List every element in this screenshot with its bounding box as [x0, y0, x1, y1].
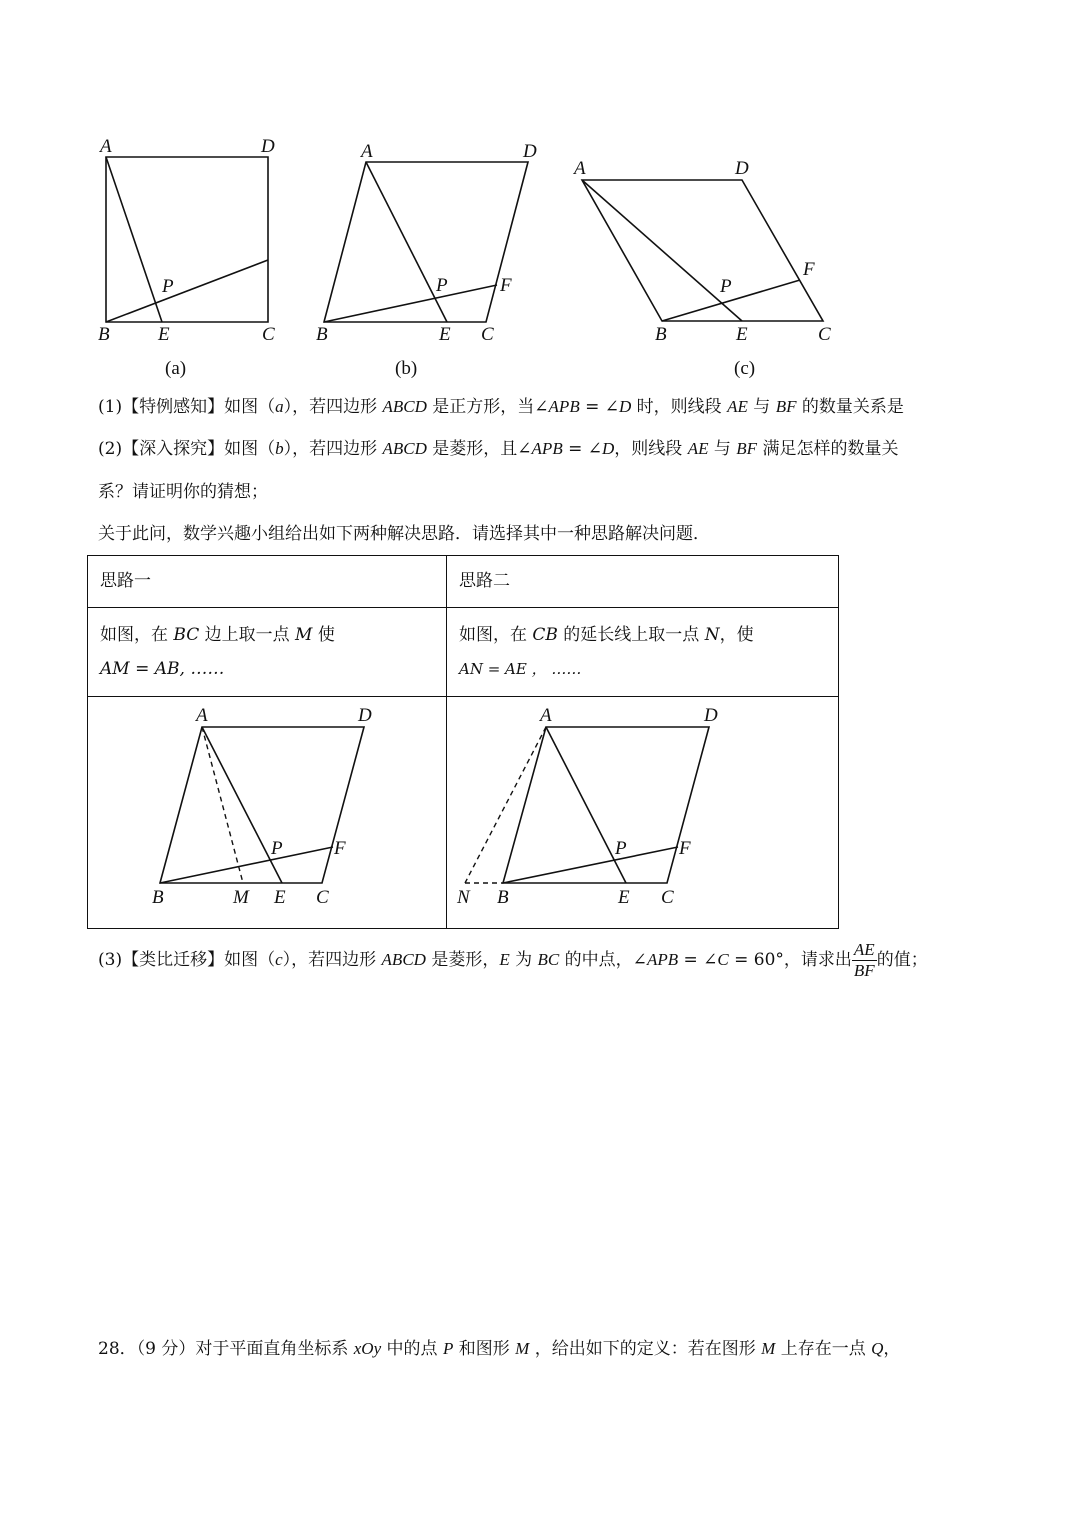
label-a: A — [196, 705, 208, 726]
table-header-cell: 思路一 — [88, 556, 447, 608]
label-e: E — [736, 324, 748, 345]
question-1: (1)【特例感知】如图（a），若四边形 ABCD 是正方形，当∠APB = ∠D 时，则线段 AE 与 BF 的数量关系是 — [98, 397, 904, 417]
label-b: B — [497, 887, 509, 908]
label-f: F — [334, 838, 346, 859]
label-p: P — [436, 275, 448, 296]
label-b: B — [655, 324, 667, 345]
label-e: E — [439, 324, 451, 345]
label-c: C — [481, 324, 494, 345]
question-2-line1: (2)【深入探究】如图（b），若四边形 ABCD 是菱形，且∠APB = ∠D，则线段 AE 与 BF 满足怎样的数量关 — [98, 439, 899, 459]
question-2-line2: 系？请证明你的猜想； — [98, 482, 268, 502]
label-m: M — [233, 887, 249, 908]
label-c: C — [661, 887, 674, 908]
question-2-line3: 关于此问，数学兴趣小组给出如下两种解决思路．请选择其中一种思路解决问题． — [98, 524, 710, 544]
label-c: C — [818, 324, 831, 345]
label-b: B — [98, 324, 110, 345]
figure-caption: (a) — [165, 358, 187, 379]
figure-b — [310, 135, 550, 380]
table-header-cell: 思路二 — [447, 556, 839, 608]
label-p: P — [271, 838, 283, 859]
figure-caption: (b) — [395, 358, 418, 379]
approach-1-figure-cell — [88, 697, 447, 929]
label-b: B — [152, 887, 164, 908]
label-c: C — [316, 887, 329, 908]
label-c: C — [262, 324, 275, 345]
label-p: P — [720, 276, 732, 297]
label-p: P — [615, 838, 627, 859]
label-e: E — [618, 887, 630, 908]
label-a: A — [574, 158, 586, 179]
label-f: F — [803, 259, 815, 280]
figure-a — [90, 130, 290, 380]
label-e: E — [158, 324, 170, 345]
approaches-table — [87, 555, 839, 929]
approach-2-figure-cell — [447, 697, 839, 929]
label-e: E — [274, 887, 286, 908]
label-p: P — [162, 276, 174, 297]
approach-2-text: 如图，在 CB 的延长线上取一点 N，使 AN = AE ， …… — [447, 608, 839, 697]
label-f: F — [679, 838, 691, 859]
question-28: 28．（9 分）对于平面直角坐标系 xOy 中的点 P 和图形 M ，给出如下的定义：若在图形 M 上存在一点 Q， — [98, 1339, 901, 1359]
label-a: A — [540, 705, 552, 726]
label-d: D — [261, 136, 275, 157]
label-a: A — [361, 141, 373, 162]
label-d: D — [523, 141, 537, 162]
label-d: D — [735, 158, 749, 179]
approach-1-text: 如图，在 BC 边上取一点 M 使 AM = AB, …… — [88, 608, 447, 697]
label-d: D — [704, 705, 718, 726]
approach-2-figure — [447, 697, 837, 927]
figure-caption: (c) — [734, 358, 756, 379]
figure-c — [565, 150, 845, 385]
label-d: D — [358, 705, 372, 726]
label-a: A — [100, 136, 112, 157]
approach-1-figure — [88, 697, 444, 927]
question-3: (3)【类比迁移】如图（c），若四边形 ABCD 是菱形，E 为 BC 的中点，∠APB = ∠C = 60°，请求出 $\frac{AE}{BF}$ 的值； — [98, 940, 928, 980]
label-b: B — [316, 324, 328, 345]
label-f: F — [500, 275, 512, 296]
fraction-ae-bf: $\frac{AE}{BF}$ — [853, 940, 875, 980]
label-n: N — [457, 887, 470, 908]
